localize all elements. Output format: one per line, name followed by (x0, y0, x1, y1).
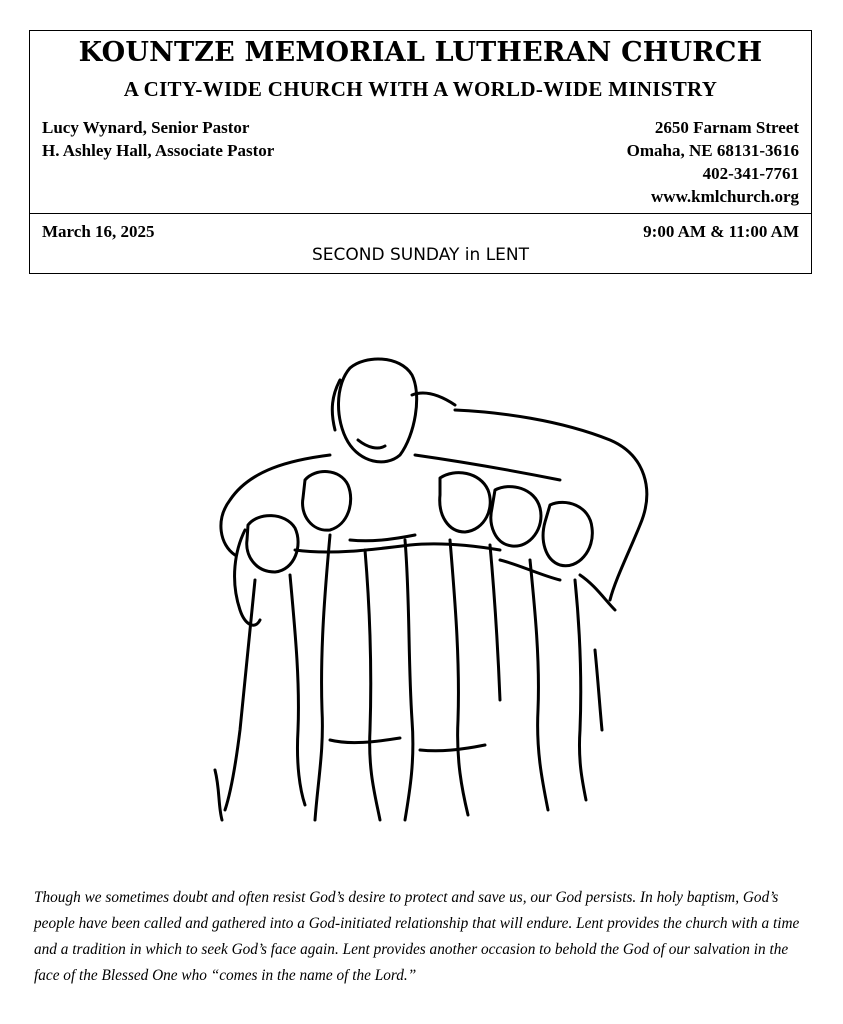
street-address: 2650 Farnam Street (654, 118, 799, 137)
lent-reflection-caption: Though we sometimes doubt and often resist God’s desire to protect and save us, our God persists. In holy baptism, God’s people have been called and gathered into a God-initiated relationship that will endure. Lent provides the church with a time and a tradition in which to seek God’s face again. Lent provides another occasion to behold the God of our salvation in the face of the Blessed One who “comes in the name of the Lord.” (34, 889, 800, 984)
service-times: 9:00 AM & 11:00 AM (643, 222, 799, 241)
service-date: March 16, 2025 (42, 222, 155, 241)
embracing-figures-illustration (200, 350, 660, 830)
website-link[interactable]: www.kmlchurch.org (651, 187, 799, 206)
church-name: KOUNTZE MEMORIAL LUTHERAN CHURCH (78, 37, 763, 68)
header-divider (30, 213, 811, 214)
bulletin-header (29, 30, 812, 274)
sunday-title: SECOND SUNDAY in LENT (311, 245, 530, 265)
pastor-list (42, 116, 274, 162)
church-contact (627, 116, 799, 208)
senior-pastor: Lucy Wynard, Senior Pastor (42, 118, 250, 137)
church-tagline: A CITY-WIDE CHURCH WITH A WORLD-WIDE MINISTRY (123, 77, 718, 101)
phone-number: 402-341-7761 (702, 164, 799, 183)
associate-pastor: H. Ashley Hall, Associate Pastor (42, 141, 275, 160)
city-state-zip: Omaha, NE 68131-3616 (626, 141, 799, 160)
